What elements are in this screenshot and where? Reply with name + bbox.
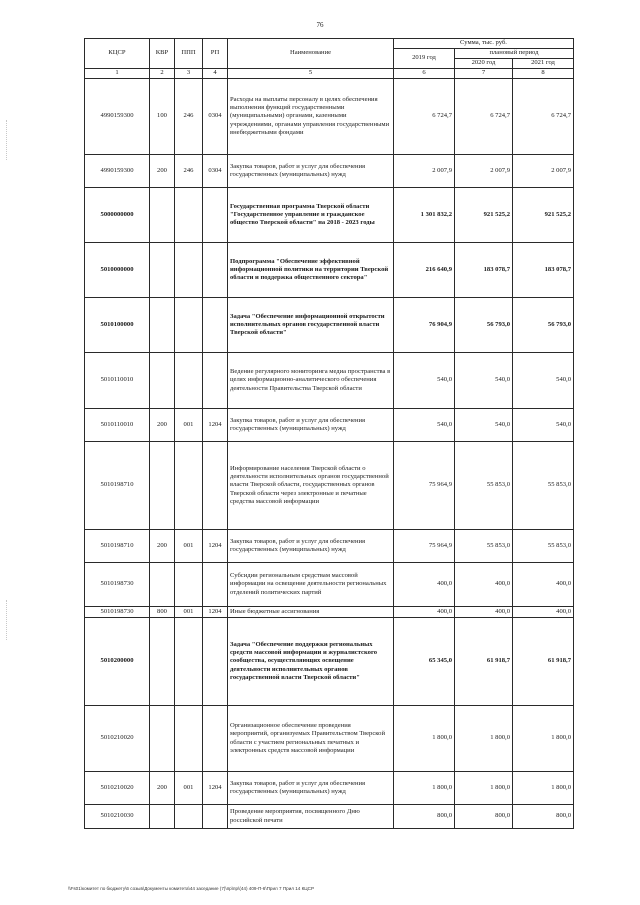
column-number: 5 bbox=[228, 69, 394, 79]
name-cell: Задача "Обеспечение поддержки региональных средств массовой информации и журналистского сообщества, осуществляющих освещение деятельности исполнительных органов государственной власти Тверской области" bbox=[228, 618, 394, 706]
kcsr-cell: 5010198730 bbox=[85, 563, 150, 607]
name-cell: Организационное обеспечение проведения мероприятий, организуемых Правительством Тверской области с участием региональных печатных и электронных средств массовой информации bbox=[228, 706, 394, 772]
header-2019: 2019 год bbox=[394, 49, 455, 69]
amount-2019-cell: 1 301 832,2 bbox=[394, 188, 455, 243]
kvr-cell bbox=[150, 442, 175, 530]
amount-2019-cell: 1 800,0 bbox=[394, 772, 455, 805]
amount-2019-cell: 75 964,9 bbox=[394, 442, 455, 530]
kcsr-cell: 5010110010 bbox=[85, 409, 150, 442]
ppp-cell bbox=[175, 618, 203, 706]
ppp-cell: 001 bbox=[175, 530, 203, 563]
margin-mark bbox=[6, 120, 8, 160]
column-number: 6 bbox=[394, 69, 455, 79]
budget-table bbox=[84, 38, 574, 829]
table-row bbox=[85, 409, 574, 442]
ppp-cell bbox=[175, 188, 203, 243]
table-row bbox=[85, 79, 574, 155]
amount-2019-cell: 216 640,9 bbox=[394, 243, 455, 298]
rp-cell: 0304 bbox=[203, 155, 228, 188]
amount-2021-cell: 6 724,7 bbox=[513, 79, 574, 155]
amount-2021-cell: 1 800,0 bbox=[513, 772, 574, 805]
kcsr-cell: 4990159300 bbox=[85, 79, 150, 155]
header-ppp: ППП bbox=[175, 39, 203, 69]
ppp-cell bbox=[175, 805, 203, 829]
file-path-footer: \\Fs01\комитет по бюджету\6 созыв\Документы комитета\44 заседание (7)\пр\пр\(44) 409-П-6\Прил 7 Прил 14 КЦСР bbox=[68, 886, 315, 891]
amount-2020-cell: 540,0 bbox=[455, 409, 513, 442]
ppp-cell bbox=[175, 563, 203, 607]
amount-2021-cell: 55 853,0 bbox=[513, 442, 574, 530]
header-2020: 2020 год bbox=[455, 59, 513, 69]
ppp-cell bbox=[175, 706, 203, 772]
kvr-cell: 200 bbox=[150, 155, 175, 188]
amount-2020-cell: 540,0 bbox=[455, 353, 513, 409]
amount-2019-cell: 400,0 bbox=[394, 607, 455, 618]
rp-cell bbox=[203, 563, 228, 607]
rp-cell bbox=[203, 805, 228, 829]
column-number: 8 bbox=[513, 69, 574, 79]
kcsr-cell: 5010198730 bbox=[85, 607, 150, 618]
kcsr-cell: 5010000000 bbox=[85, 243, 150, 298]
name-cell: Государственная программа Тверской области "Государственное управление и гражданское общество Тверской области" на 2018 - 2023 годы bbox=[228, 188, 394, 243]
amount-2021-cell: 540,0 bbox=[513, 409, 574, 442]
amount-2021-cell: 55 853,0 bbox=[513, 530, 574, 563]
kvr-cell bbox=[150, 298, 175, 353]
amount-2021-cell: 56 793,0 bbox=[513, 298, 574, 353]
kvr-cell bbox=[150, 188, 175, 243]
amount-2019-cell: 6 724,7 bbox=[394, 79, 455, 155]
rp-cell: 1204 bbox=[203, 409, 228, 442]
kcsr-cell: 4990159300 bbox=[85, 155, 150, 188]
kcsr-cell: 5010210030 bbox=[85, 805, 150, 829]
column-number: 1 bbox=[85, 69, 150, 79]
table-row bbox=[85, 618, 574, 706]
table-row bbox=[85, 805, 574, 829]
table-row bbox=[85, 155, 574, 188]
name-cell: Закупка товаров, работ и услуг для обеспечения государственных (муниципальных) нужд bbox=[228, 772, 394, 805]
name-cell: Иные бюджетные ассигнования bbox=[228, 607, 394, 618]
amount-2021-cell: 400,0 bbox=[513, 607, 574, 618]
kcsr-cell: 5010110010 bbox=[85, 353, 150, 409]
kvr-cell: 800 bbox=[150, 607, 175, 618]
table-row bbox=[85, 607, 574, 618]
ppp-cell: 001 bbox=[175, 409, 203, 442]
name-cell: Проведение мероприятия, посвященного Дню российской печати bbox=[228, 805, 394, 829]
amount-2020-cell: 921 525,2 bbox=[455, 188, 513, 243]
table-row bbox=[85, 442, 574, 530]
kcsr-cell: 5010200000 bbox=[85, 618, 150, 706]
name-cell: Закупка товаров, работ и услуг для обеспечения государственных (муниципальных) нужд bbox=[228, 530, 394, 563]
page-number: 76 bbox=[316, 21, 324, 29]
kcsr-cell: 5010100000 bbox=[85, 298, 150, 353]
kvr-cell bbox=[150, 353, 175, 409]
amount-2021-cell: 921 525,2 bbox=[513, 188, 574, 243]
rp-cell bbox=[203, 442, 228, 530]
amount-2020-cell: 400,0 bbox=[455, 563, 513, 607]
header-name: Наименование bbox=[228, 39, 394, 69]
amount-2020-cell: 1 800,0 bbox=[455, 706, 513, 772]
amount-2020-cell: 6 724,7 bbox=[455, 79, 513, 155]
amount-2021-cell: 61 918,7 bbox=[513, 618, 574, 706]
ppp-cell: 246 bbox=[175, 155, 203, 188]
amount-2019-cell: 540,0 bbox=[394, 409, 455, 442]
amount-2021-cell: 400,0 bbox=[513, 563, 574, 607]
table-row bbox=[85, 298, 574, 353]
kcsr-cell: 5010198710 bbox=[85, 442, 150, 530]
kcsr-cell: 5010198710 bbox=[85, 530, 150, 563]
name-cell: Ведение регулярного мониторинга медиа пространства в целях информационно-аналитического обеспечения деятельности Правительства Тверской области bbox=[228, 353, 394, 409]
amount-2021-cell: 183 078,7 bbox=[513, 243, 574, 298]
table-row bbox=[85, 188, 574, 243]
table-row bbox=[85, 530, 574, 563]
rp-cell: 1204 bbox=[203, 607, 228, 618]
table-row bbox=[85, 772, 574, 805]
column-number: 4 bbox=[203, 69, 228, 79]
amount-2020-cell: 55 853,0 bbox=[455, 530, 513, 563]
column-number: 2 bbox=[150, 69, 175, 79]
ppp-cell bbox=[175, 353, 203, 409]
kcsr-cell: 5010210020 bbox=[85, 706, 150, 772]
kvr-cell: 200 bbox=[150, 530, 175, 563]
kcsr-cell: 5000000000 bbox=[85, 188, 150, 243]
name-cell: Задача "Обеспечение информационной открытости исполнительных органов государственной власти Тверской области" bbox=[228, 298, 394, 353]
margin-mark bbox=[6, 600, 8, 640]
header-planned-period: плановый период bbox=[455, 49, 574, 59]
header-sum: Сумма, тыс. руб. bbox=[394, 39, 574, 49]
column-number: 3 bbox=[175, 69, 203, 79]
amount-2019-cell: 2 007,9 bbox=[394, 155, 455, 188]
kvr-cell bbox=[150, 706, 175, 772]
amount-2019-cell: 75 964,9 bbox=[394, 530, 455, 563]
table-row bbox=[85, 243, 574, 298]
amount-2020-cell: 183 078,7 bbox=[455, 243, 513, 298]
amount-2020-cell: 2 007,9 bbox=[455, 155, 513, 188]
ppp-cell bbox=[175, 442, 203, 530]
column-number: 7 bbox=[455, 69, 513, 79]
amount-2019-cell: 400,0 bbox=[394, 563, 455, 607]
amount-2020-cell: 800,0 bbox=[455, 805, 513, 829]
ppp-cell: 246 bbox=[175, 79, 203, 155]
table-row bbox=[85, 563, 574, 607]
table-body bbox=[85, 79, 574, 829]
rp-cell bbox=[203, 706, 228, 772]
kvr-cell bbox=[150, 563, 175, 607]
amount-2021-cell: 1 800,0 bbox=[513, 706, 574, 772]
ppp-cell: 001 bbox=[175, 772, 203, 805]
rp-cell: 1204 bbox=[203, 530, 228, 563]
amount-2019-cell: 800,0 bbox=[394, 805, 455, 829]
amount-2020-cell: 400,0 bbox=[455, 607, 513, 618]
amount-2019-cell: 76 904,9 bbox=[394, 298, 455, 353]
ppp-cell: 001 bbox=[175, 607, 203, 618]
kvr-cell bbox=[150, 618, 175, 706]
kvr-cell: 100 bbox=[150, 79, 175, 155]
kcsr-cell: 5010210020 bbox=[85, 772, 150, 805]
amount-2019-cell: 65 345,0 bbox=[394, 618, 455, 706]
kvr-cell bbox=[150, 243, 175, 298]
name-cell: Субсидии региональным средствам массовой информации на освещение деятельности региональных отделений политических партий bbox=[228, 563, 394, 607]
name-cell: Закупка товаров, работ и услуг для обеспечения государственных (муниципальных) нужд bbox=[228, 409, 394, 442]
kvr-cell: 200 bbox=[150, 409, 175, 442]
amount-2020-cell: 55 853,0 bbox=[455, 442, 513, 530]
amount-2019-cell: 1 800,0 bbox=[394, 706, 455, 772]
name-cell: Закупка товаров, работ и услуг для обеспечения государственных (муниципальных) нужд bbox=[228, 155, 394, 188]
amount-2020-cell: 56 793,0 bbox=[455, 298, 513, 353]
header-kcsr: КЦСР bbox=[85, 39, 150, 69]
amount-2021-cell: 800,0 bbox=[513, 805, 574, 829]
header-rp: РП bbox=[203, 39, 228, 69]
name-cell: Расходы на выплаты персоналу в целях обеспечения выполнения функций государственными (муниципальными) органами, казенными учреждениями, органами управления государственными внебюджетными фондами bbox=[228, 79, 394, 155]
rp-cell: 1204 bbox=[203, 772, 228, 805]
amount-2020-cell: 61 918,7 bbox=[455, 618, 513, 706]
rp-cell bbox=[203, 188, 228, 243]
amount-2019-cell: 540,0 bbox=[394, 353, 455, 409]
rp-cell bbox=[203, 353, 228, 409]
ppp-cell bbox=[175, 243, 203, 298]
amount-2020-cell: 1 800,0 bbox=[455, 772, 513, 805]
name-cell: Информирование населения Тверской области о деятельности исполнительных органов государственной власти Тверской области, государственных органов Тверской области через электронные и печатные средства массовой информации bbox=[228, 442, 394, 530]
name-cell: Подпрограмма "Обеспечение эффективной информационной политики на территории Тверской области и поддержка общественного сектора" bbox=[228, 243, 394, 298]
table-row bbox=[85, 706, 574, 772]
rp-cell bbox=[203, 298, 228, 353]
amount-2021-cell: 540,0 bbox=[513, 353, 574, 409]
kvr-cell bbox=[150, 805, 175, 829]
rp-cell: 0304 bbox=[203, 79, 228, 155]
kvr-cell: 200 bbox=[150, 772, 175, 805]
header-kvr: КВР bbox=[150, 39, 175, 69]
ppp-cell bbox=[175, 298, 203, 353]
rp-cell bbox=[203, 243, 228, 298]
table-row bbox=[85, 353, 574, 409]
header-2021: 2021 год bbox=[513, 59, 574, 69]
rp-cell bbox=[203, 618, 228, 706]
amount-2021-cell: 2 007,9 bbox=[513, 155, 574, 188]
